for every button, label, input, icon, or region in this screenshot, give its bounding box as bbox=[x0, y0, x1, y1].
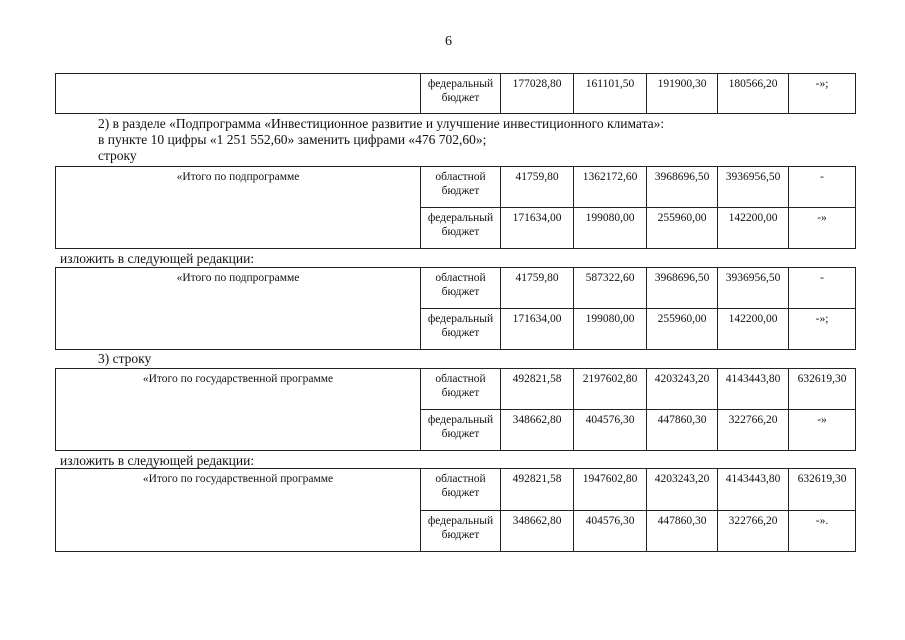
value-cell: 171634,00 bbox=[501, 208, 574, 249]
value-cell: 322766,20 bbox=[718, 511, 789, 552]
budget-source: федеральный бюджет bbox=[421, 74, 501, 114]
program-name-cell: «Итого по подпрограмме bbox=[56, 167, 421, 249]
table-program-new bbox=[55, 468, 856, 552]
table-top-fragment bbox=[55, 73, 856, 114]
redaction-label-2: изложить в следующей редакции: bbox=[60, 453, 255, 468]
table-program-old bbox=[55, 368, 856, 451]
value-cell: 404576,30 bbox=[574, 410, 647, 451]
value-cell: 492821,58 bbox=[501, 469, 574, 511]
value-cell: 3968696,50 bbox=[647, 167, 718, 208]
value-cell: 348662,80 bbox=[501, 410, 574, 451]
table-row bbox=[56, 167, 856, 208]
value-cell: 3936956,50 bbox=[718, 167, 789, 208]
table-row bbox=[56, 369, 856, 410]
budget-source: областной бюджет bbox=[421, 369, 501, 410]
table-row bbox=[56, 74, 856, 114]
value-cell: 322766,20 bbox=[718, 410, 789, 451]
value-cell: 4143443,80 bbox=[718, 469, 789, 511]
budget-source: областной бюджет bbox=[421, 167, 501, 208]
section-2-row-label: строку bbox=[98, 148, 137, 163]
program-name-cell bbox=[56, 74, 421, 114]
value-cell: 447860,30 bbox=[647, 511, 718, 552]
value-cell: 2197602,80 bbox=[574, 369, 647, 410]
last-value-cell: 632619,30 bbox=[789, 369, 856, 410]
value-cell: 3968696,50 bbox=[647, 268, 718, 309]
value-cell: 3936956,50 bbox=[718, 268, 789, 309]
value-cell: 41759,80 bbox=[501, 268, 574, 309]
redaction-label-1: изложить в следующей редакции: bbox=[60, 251, 255, 266]
last-value-cell: -»; bbox=[789, 309, 856, 350]
value-cell: 142200,00 bbox=[718, 208, 789, 249]
value-cell: 177028,80 bbox=[501, 74, 574, 114]
value-cell: 180566,20 bbox=[718, 74, 789, 114]
table-subprogram-old bbox=[55, 166, 856, 249]
value-cell: 199080,00 bbox=[574, 208, 647, 249]
budget-source: областной бюджет bbox=[421, 469, 501, 511]
value-cell: 1362172,60 bbox=[574, 167, 647, 208]
budget-source: областной бюджет bbox=[421, 268, 501, 309]
value-cell: 1947602,80 bbox=[574, 469, 647, 511]
section-3-heading: 3) строку bbox=[98, 351, 152, 366]
value-cell: 587322,60 bbox=[574, 268, 647, 309]
value-cell: 142200,00 bbox=[718, 309, 789, 350]
value-cell: 348662,80 bbox=[501, 511, 574, 552]
value-cell: 4203243,20 bbox=[647, 369, 718, 410]
value-cell: 191900,30 bbox=[647, 74, 718, 114]
value-cell: 161101,50 bbox=[574, 74, 647, 114]
value-cell: 447860,30 bbox=[647, 410, 718, 451]
value-cell: 171634,00 bbox=[501, 309, 574, 350]
value-cell: 255960,00 bbox=[647, 208, 718, 249]
table-subprogram-new bbox=[55, 267, 856, 350]
last-value-cell: -»; bbox=[789, 74, 856, 114]
budget-source: федеральный бюджет bbox=[421, 410, 501, 451]
value-cell: 4203243,20 bbox=[647, 469, 718, 511]
table-row bbox=[56, 469, 856, 511]
table-row bbox=[56, 268, 856, 309]
section-2-heading: 2) в разделе «Подпрограмма «Инвестиционное развитие и улучшение инвестиционного климата»: bbox=[98, 116, 665, 131]
last-value-cell: 632619,30 bbox=[789, 469, 856, 511]
value-cell: 255960,00 bbox=[647, 309, 718, 350]
budget-source: федеральный бюджет bbox=[421, 511, 501, 552]
last-value-cell: - bbox=[789, 167, 856, 208]
value-cell: 41759,80 bbox=[501, 167, 574, 208]
page-number: 6 bbox=[445, 34, 452, 49]
value-cell: 404576,30 bbox=[574, 511, 647, 552]
last-value-cell: - bbox=[789, 268, 856, 309]
program-name-cell: «Итого по подпрограмме bbox=[56, 268, 421, 350]
program-name-cell: «Итого по государственной программе bbox=[56, 469, 421, 552]
last-value-cell: -» bbox=[789, 410, 856, 451]
budget-source: федеральный бюджет bbox=[421, 208, 501, 249]
last-value-cell: -» bbox=[789, 208, 856, 249]
budget-source: федеральный бюджет bbox=[421, 309, 501, 350]
program-name-cell: «Итого по государственной программе bbox=[56, 369, 421, 451]
value-cell: 4143443,80 bbox=[718, 369, 789, 410]
section-2-replace-text: в пункте 10 цифры «1 251 552,60» заменить цифрами «476 702,60»; bbox=[98, 132, 487, 147]
last-value-cell: -». bbox=[789, 511, 856, 552]
value-cell: 492821,58 bbox=[501, 369, 574, 410]
value-cell: 199080,00 bbox=[574, 309, 647, 350]
